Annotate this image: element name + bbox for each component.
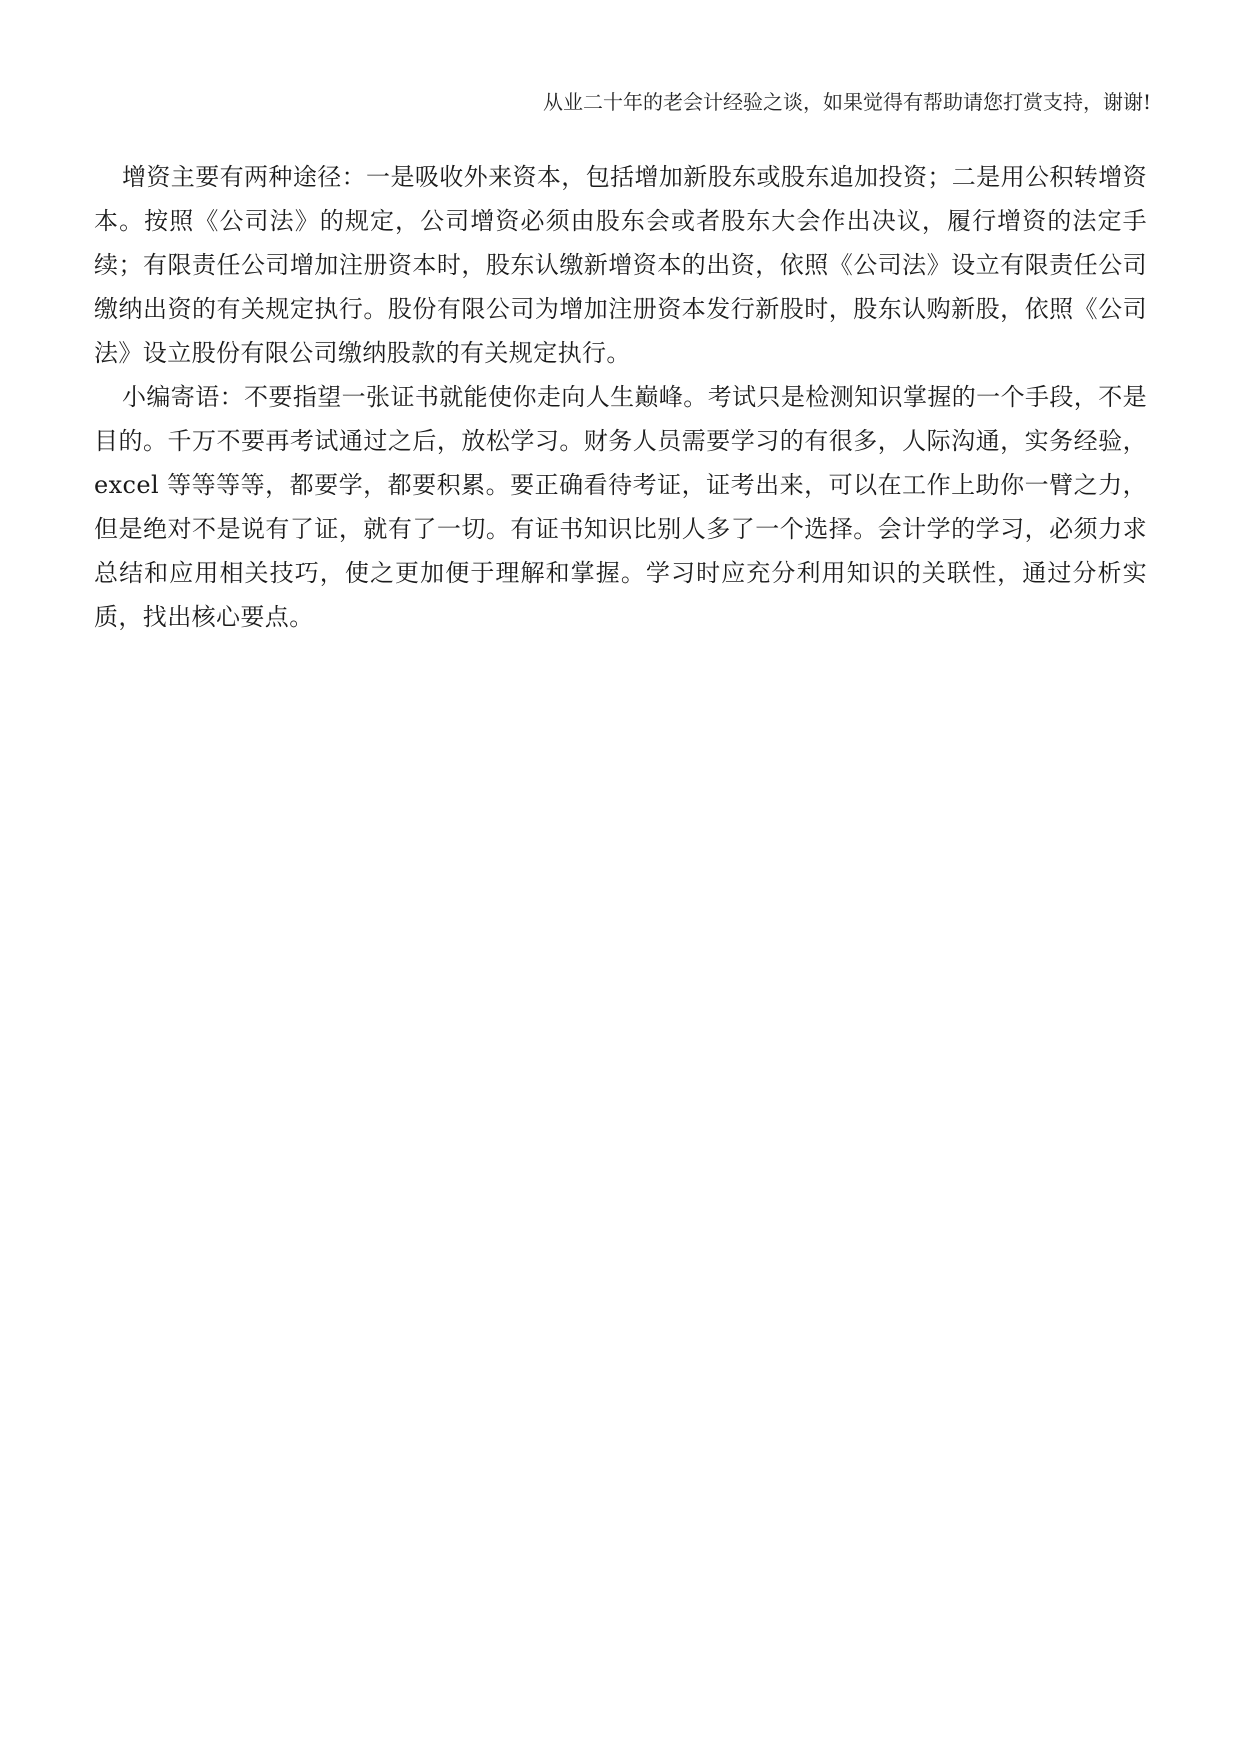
document-body <box>94 155 1147 639</box>
paragraph-editor-note: 小编寄语：不要指望一张证书就能使你走向人生巅峰。考试只是检测知识掌握的一个手段，不是目的。千万不要再考试通过之后，放松学习。财务人员需要学习的有很多，人际沟通，实务经验，excel 等等等等，都要学，都要积累。要正确看待考证，证考出来，可以在工作上助你一臂之力，但是绝对不是说有了证，就有了一切。有证书知识比别人多了一个选择。会计学的学习，必须力求总结和应用相关技巧，使之更加便于理解和掌握。学习时应充分利用知识的关联性，通过分析实质，找出核心要点。 <box>94 383 1147 631</box>
paragraph-capital-increase: 增资主要有两种途径：一是吸收外来资本，包括增加新股东或股东追加投资；二是用公积转增资本。按照《公司法》的规定，公司增资必须由股东会或者股东大会作出决议，履行增资的法定手续；有限责任公司增加注册资本时，股东认缴新增资本的出资，依照《公司法》设立有限责任公司缴纳出资的有关规定执行。股份有限公司为增加注册资本发行新股时，股东认购新股，依照《公司法》设立股份有限公司缴纳股款的有关规定执行。 <box>94 163 1147 367</box>
header-note: 从业二十年的老会计经验之谈，如果觉得有帮助请您打赏支持，谢谢! <box>542 90 1151 114</box>
